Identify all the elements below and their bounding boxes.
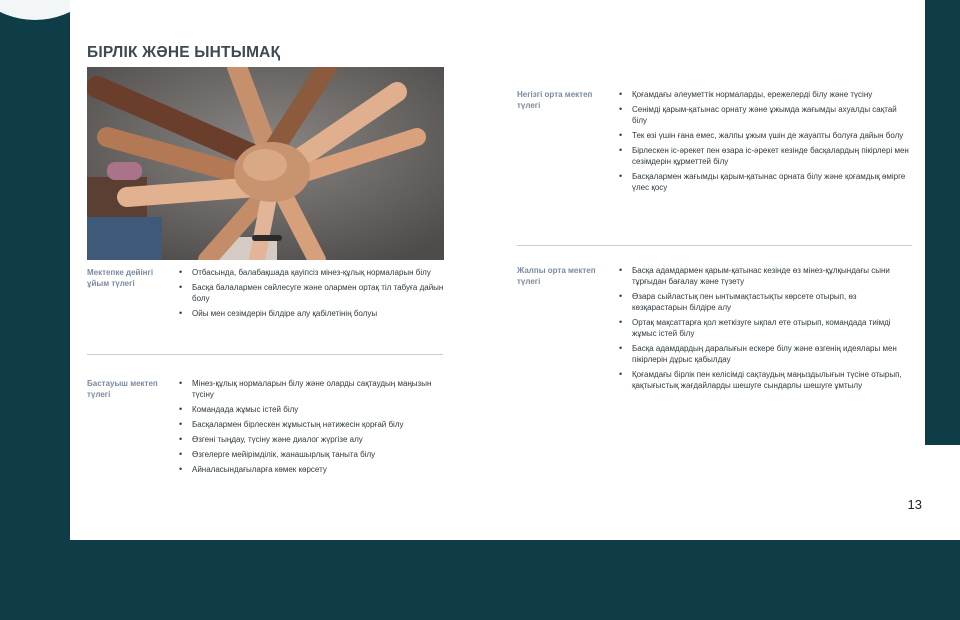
list-item: • Басқалармен жағымды қарым-қатынас орната білу және қоғамдық өмірге үлес қосу (618, 171, 910, 193)
page-title: БІРЛІК ЖӘНЕ ЫНТЫМАҚ (87, 44, 281, 61)
list-item: • Өзгені тыңдау, түсіну және диалог жүргізе алу (178, 434, 446, 445)
list-item: • Басқалармен бірлескен жұмыстың нәтижесін қорғай білу (178, 419, 446, 430)
list-item: • Отбасында, балабақшада қауіпсіз мінез-құлық нормаларын білу (178, 267, 446, 278)
divider (517, 245, 912, 246)
preschool-list (178, 267, 446, 323)
list-item: • Командада жұмыс істей білу (178, 404, 446, 415)
list-item: • Басқа адамдардың даралығын ескере білу және өзгенің идеялары мен пікірлерін дұрыс қабылдау (618, 343, 910, 365)
list-item: • Қоғамдағы бірлік пен келісімді сақтаудың маңыздылығын түсіне отырып, қақтығыстық жағдайларды шешуге сындарлы шешуге ұмтылу (618, 369, 910, 391)
list-item: • Басқа адамдармен қарым-қатынас кезінде өз мінез-құлқындағы сыни тұрғыдан бағалау және түзету (618, 265, 910, 287)
general-list (618, 265, 910, 395)
preschool-label: Мектепке дейінгі ұйым түлегі (87, 268, 154, 288)
basic-list (618, 89, 910, 197)
list-item: • Басқа балалармен сөйлесуге және олармен ортақ тіл табуға дайын болу (178, 282, 446, 304)
basic-label: Негізгі орта мектеп түлегі (517, 90, 593, 110)
list-item: • Өзгелерге мейірімділік, жанашырлық таныта білу (178, 449, 446, 460)
list-item: • Бірлескен іс-әрекет пен өзара іс-әрекет кезінде басқалардың пікірлері мен сезімдерін құрметтей білу (618, 145, 910, 167)
list-item: • Тек өзі үшін ғана емес, жалпы ұжым үшін де жауапты болуға дайын болу (618, 130, 910, 141)
primary-label: Бастауыш мектеп түлегі (87, 379, 158, 399)
primary-list (178, 378, 446, 479)
list-item: • Ортақ мақсаттарға қол жеткізуге ықпал ете отырып, командада тиімді жұмыс істей білу (618, 317, 910, 339)
stacked-hands-photo (87, 67, 444, 260)
page-number: 13 (907, 497, 922, 512)
list-item: • Айналасындағыларға көмек көрсету (178, 464, 446, 475)
list-item: • Қоғамдағы әлеуметтік нормаларды, ережелерді білу және түсіну (618, 89, 910, 100)
general-label: Жалпы орта мектеп түлегі (517, 266, 596, 286)
list-item: • Өзара сыйластық пен ынтымақтастықты көрсете отырып, өз көзқарастарын білдіре алу (618, 291, 910, 313)
divider (87, 354, 443, 355)
list-item: • Ойы мен сезімдерін білдіре алу қабілетінің болуы (178, 308, 446, 319)
left-decor-band (0, 0, 70, 540)
list-item: • Мінез-құлық нормаларын білу және оларды сақтаудың маңызын түсіну (178, 378, 446, 400)
list-item: • Сенімді қарым-қатынас орнату және ұжымда жағымды ахуалды сақтай білу (618, 104, 910, 126)
